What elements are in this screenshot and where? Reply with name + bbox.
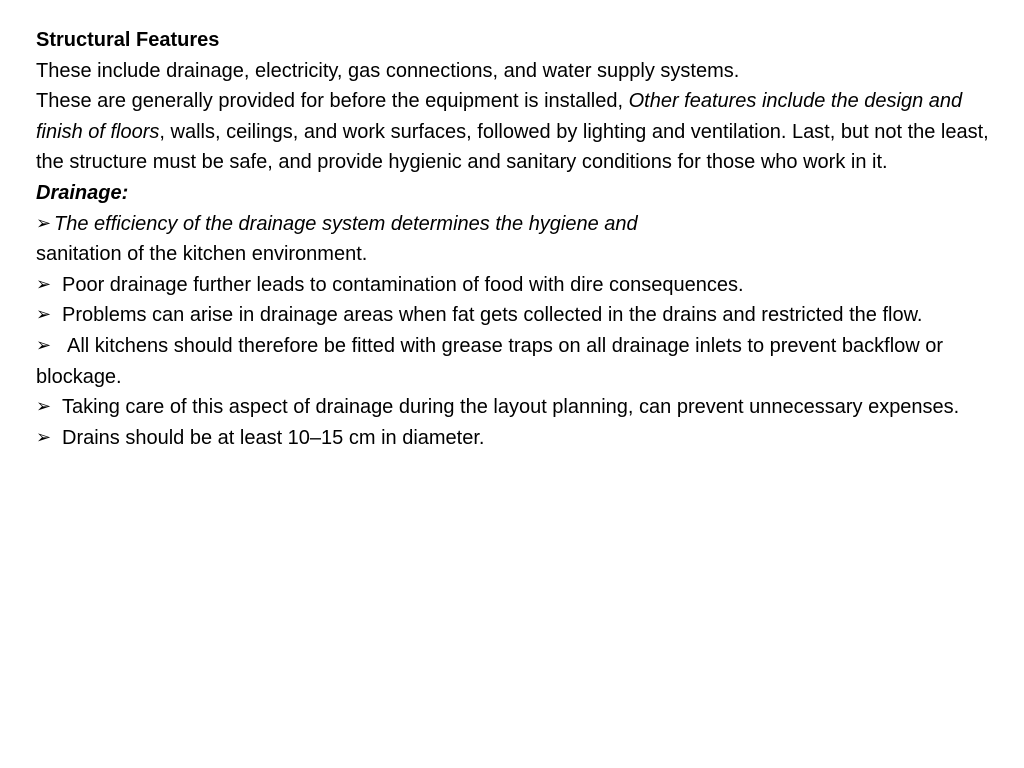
bullet-text: Drains should be at least 10–15 cm in diameter.	[62, 426, 485, 449]
bullet-text: Poor drainage further leads to contamination of food with dire consequences.	[62, 273, 744, 296]
bullet-item-3	[36, 300, 991, 331]
bullet-item-1-continuation: sanitation of the kitchen environment.	[36, 243, 368, 266]
arrow-bullet-icon: ➢	[36, 334, 52, 355]
bullet-item-5	[36, 392, 991, 423]
arrow-bullet-icon: ➢	[36, 304, 52, 325]
slide-title: Structural Features	[36, 29, 220, 51]
intro-paragraph	[36, 86, 991, 178]
bullet-text: Problems can arise in drainage areas when fat gets collected in the drains and restricted the flow.	[62, 304, 923, 327]
bullet-item-2	[36, 270, 991, 301]
bullet-item-4	[36, 331, 991, 392]
slide-content	[36, 25, 991, 453]
arrow-bullet-icon: ➢	[36, 212, 52, 233]
intro-line: These include drainage, electricity, gas connections, and water supply systems.	[36, 59, 740, 82]
bullet-item-1	[36, 209, 991, 240]
bullet-text: All kitchens should therefore be fitted with grease traps on all drainage inlets to prevent backflow or blockage.	[36, 334, 944, 388]
paragraph-italic-text: Other features include the design and finish of floors	[36, 90, 963, 143]
arrow-bullet-icon: ➢	[36, 273, 52, 294]
bullet-text: The efficiency of the drainage system determines the hygiene and	[54, 212, 638, 235]
section-heading-drainage: Drainage:	[36, 181, 129, 204]
bullet-item-6	[36, 423, 991, 454]
paragraph-text-1: These are generally provided for before the equipment is installed,	[36, 90, 629, 113]
arrow-bullet-icon: ➢	[36, 396, 52, 417]
paragraph-text-2: , walls, ceilings, and work surfaces, followed by lighting and ventilation. Last, but not the least, the structure must be safe, and provide hygienic and sanitary conditions for those who work in it.	[36, 120, 989, 174]
arrow-bullet-icon: ➢	[36, 426, 52, 447]
bullet-text: Taking care of this aspect of drainage during the layout planning, can prevent unnecessary expenses.	[62, 396, 960, 419]
